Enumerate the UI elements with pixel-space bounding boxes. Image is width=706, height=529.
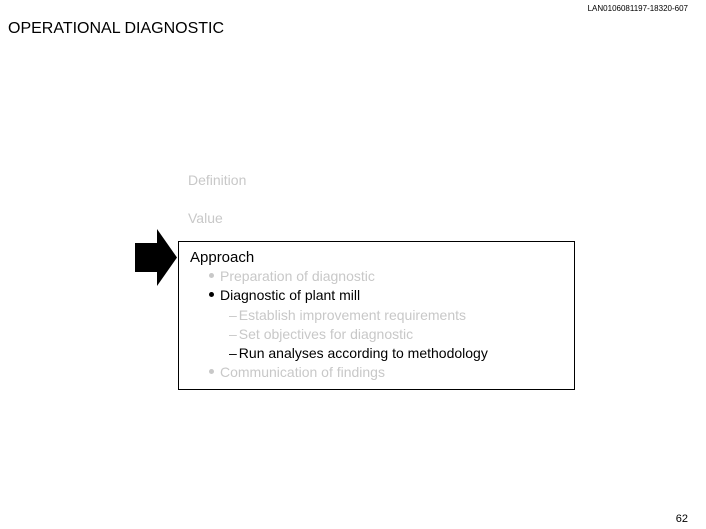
bullet-item-diagnostic (209, 287, 360, 303)
document-id: LAN0106081197-18320-607 (587, 4, 688, 13)
bullet-icon (209, 292, 214, 297)
right-arrow-icon (135, 229, 177, 286)
sub-item-set-objectives (229, 326, 413, 342)
agenda-item-definition: Definition (188, 172, 247, 188)
dash-marker: – (229, 345, 237, 361)
bullet-icon (209, 369, 214, 374)
current-section-box (178, 241, 575, 390)
dash-marker: – (229, 326, 237, 342)
dash-marker: – (229, 307, 237, 323)
bullet-icon (209, 273, 214, 278)
agenda-item-value: Value (188, 210, 223, 226)
sub-item-establish-requirements (229, 307, 466, 323)
bullet-item-preparation (209, 268, 375, 284)
section-heading-approach: Approach (190, 249, 255, 266)
sub-item-label: Establish improvement requirements (238, 307, 467, 323)
page-title: OPERATIONAL DIAGNOSTIC (8, 20, 225, 37)
bullet-label: Communication of findings (220, 364, 385, 380)
sub-item-label: Run analyses according to methodology (238, 345, 488, 361)
sub-item-run-analyses (229, 345, 488, 361)
bullet-label: Preparation of diagnostic (220, 268, 375, 284)
page-number: 62 (675, 513, 688, 525)
bullet-item-communication (209, 364, 385, 380)
sub-item-label: Set objectives for diagnostic (238, 326, 414, 342)
bullet-label: Diagnostic of plant mill (220, 287, 361, 303)
